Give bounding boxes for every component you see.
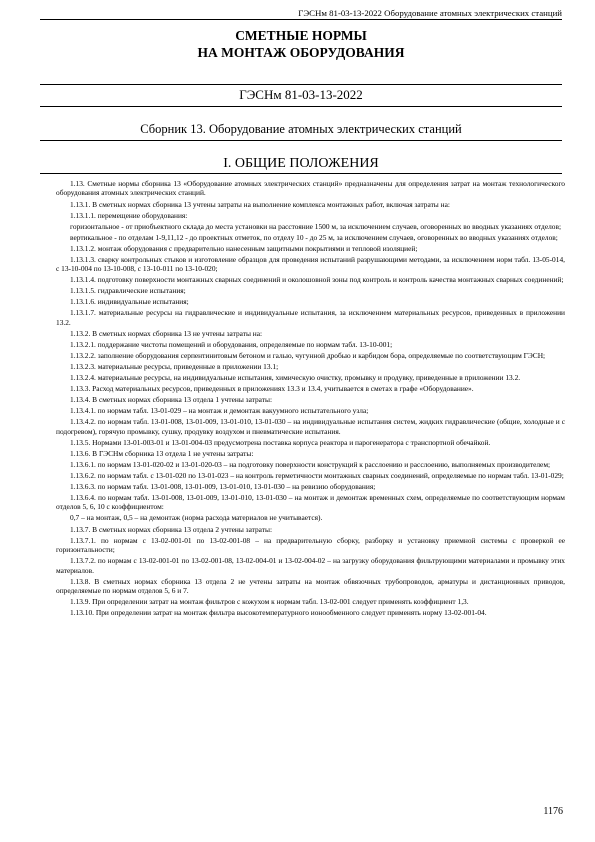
- paragraph: 1.13.4. В сметных нормах сборника 13 отдела 1 учтены затраты:: [70, 395, 273, 405]
- paragraph: 1.13.1.4. подготовку поверхности монтажных сварных соединений и околошовной зоны под контроль и контроль качества монтажных сварных соединений;: [70, 275, 564, 285]
- paragraph: 1.13.1.3. сварку контрольных стыков и изготовление образцов для проведения испытаний разрушающими методами, за исключением норм табл. 13-05-014, с 13-10-004 по 13-10-008, с 13-10-011 по 13-10-020;: [56, 254, 565, 274]
- paragraph: 1.13.2.1. поддержание чистоты помещений и оборудования, определяемые по нормам табл. 13-10-001;: [70, 339, 393, 349]
- paragraph: 1.13.3. Расход материальных ресурсов, приведенных в приложениях 13.3 и 13.4, учитывается в сметах в графе «Оборудование».: [70, 384, 474, 394]
- page-number: 1176: [543, 806, 563, 817]
- paragraph: 1.13.2.3. материальные ресурсы, приведенные в приложении 13.1;: [70, 362, 279, 372]
- document-code: ГЭСНм 81-03-13-2022: [40, 84, 562, 107]
- paragraph: 1.13.7.2. по нормам с 13-02-001-01 по 13-02-001-08, 13-02-004-01 и 13-02-004-02 – на загрузку оборудования фильтрующими материалами и промывку этих материалов.: [56, 556, 565, 575]
- paragraph: 1.13.2. В сметных нормах сборника 13 не учтены затраты на:: [70, 328, 263, 338]
- paragraph: 1.13.10. При определении затрат на монтаж фильтра высокотемпературного ионообменного следует применять норму 13-02-001-04.: [70, 608, 487, 618]
- paragraph: 1.13.6.2. по нормам табл. с 13-01-020 по 13-01-023 – на контроль герметичности монтажных сварных соединений, определяемые по нормам табл. 13-01-029;: [70, 470, 564, 480]
- document-title-line-1: СМЕТНЫЕ НОРМЫ: [235, 28, 367, 43]
- paragraph: 1.13.1. В сметных нормах сборника 13 учтены затраты на выполнение комплекса монтажных работ, включая затраты на:: [70, 199, 450, 209]
- paragraph: 1.13.6.3. по нормам табл. 13-01-008, 13-01-009, 13-01-010, 13-01-030 – на ревизию оборудования;: [70, 481, 376, 491]
- paragraph: 1.13.6. В ГЭСНм сборника 13 отдела 1 не учтены затраты:: [70, 448, 254, 458]
- document-title: [40, 28, 562, 61]
- paragraph: 0,7 – на монтаж, 0,5 – на демонтаж (норма расхода материалов не учитывается).: [70, 513, 323, 523]
- paragraph: 1.13.2.4. материальные ресурсы, на индивидуальные испытания, химическую очистку, промывку и продувку, приведенные в приложении 13.2.: [70, 373, 521, 383]
- paragraph: 1.13.1.7. материальные ресурсы на гидравлические и индивидуальные испытания, за исключением материальных ресурсов, приведенных в приложении 13.2.: [56, 308, 565, 327]
- paragraph: 1.13.7. В сметных нормах сборника 13 отдела 2 учтены затраты:: [70, 524, 273, 534]
- paragraph: 1.13.1.6. индивидуальные испытания;: [70, 297, 189, 307]
- paragraph: 1.13.1.2. монтаж оборудования с предварительно нанесенным защитными покрытиями и тепловой изоляцией;: [70, 243, 418, 253]
- paragraph: 1.13. Сметные нормы сборника 13 «Оборудование атомных электрических станций» предназначены для определения затрат на монтаж технологического оборудования атомных электрических станций.: [56, 179, 565, 198]
- paragraph: 1.13.1.5. гидравлические испытания;: [70, 286, 186, 296]
- paragraph: 1.13.2.2. заполнение оборудования серпентинитовым бетоном и галью, чугунной дробью и карбидом бора, определяемые по соответствующим ГЭСН;: [70, 350, 546, 360]
- collection-title: Сборник 13. Оборудование атомных электрических станций: [40, 122, 562, 141]
- paragraph: 1.13.8. В сметных нормах сборника 13 отдела 2 не учтены затраты на монтаж обвязочных трубопроводов, арматуры и дистанционных приводов, определяемые по нормам отделов 5, 6 и 7.: [56, 576, 565, 596]
- paragraph: 1.13.4.1. по нормам табл. 13-01-029 – на монтаж и демонтаж вакуумного испытательного узла;: [70, 406, 369, 416]
- running-header: ГЭСНм 81-03-13-2022 Оборудование атомных электрических станций: [40, 8, 562, 20]
- document-title-line-2: НА МОНТАЖ ОБОРУДОВАНИЯ: [197, 44, 405, 60]
- paragraph: 1.13.6.1. по нормам 13-01-020-02 и 13-01-020-03 – на подготовку поверхности конструкций к расслоению и расслоению, выполняемых производителем;: [70, 459, 551, 469]
- paragraph: 1.13.7.1. по нормам с 13-02-001-01 по 13-02-001-08 – на предварительную сборку, разборку и установку приемной системы с проверкой ее горизонтальности;: [56, 535, 565, 555]
- paragraph: 1.13.1.1. перемещение оборудования:: [70, 210, 188, 220]
- paragraph: вертикальное - по отделам 1-9,11,12 - до проектных отметок, по отделу 10 - до 25 м, за исключением случаев, оговоренных во вводных указаниях отделов;: [70, 232, 558, 242]
- paragraph: 1.13.4.2. по нормам табл. 13-01-008, 13-01-009, 13-01-010, 13-01-030 – на индивидуальные испытания систем, жидких гидравлические (общие, холодные и с подогревом), горячую промывку, сушку, продувку воздухом и пневматические испытания.: [56, 417, 565, 436]
- section-title: I. ОБЩИЕ ПОЛОЖЕНИЯ: [40, 156, 562, 174]
- paragraph: 1.13.5. Нормами 13-01-003-01 и 13-01-004-03 предусмотрена поставка корпуса реактора и парогенератора с транспортной обечайкой.: [70, 437, 491, 447]
- paragraph: горизонтальное - от приобъектного склада до места установки на расстояние 1500 м, за исключением случаев, оговоренных во вводных указаниях отделов;: [70, 221, 562, 231]
- body-text: [56, 179, 565, 619]
- paragraph: 1.13.9. При определении затрат на монтаж фильтров с кожухом к нормам табл. 13-02-001 следует применять коэффициент 1,3.: [70, 597, 469, 607]
- paragraph: 1.13.6.4. по нормам табл. 13-01-008, 13-01-009, 13-01-010, 13-01-030 – на монтаж и демонтаж временных схем, определяемые по соответствующим нормам отделов 5, 6, 10 с коэффициентом:: [56, 492, 565, 512]
